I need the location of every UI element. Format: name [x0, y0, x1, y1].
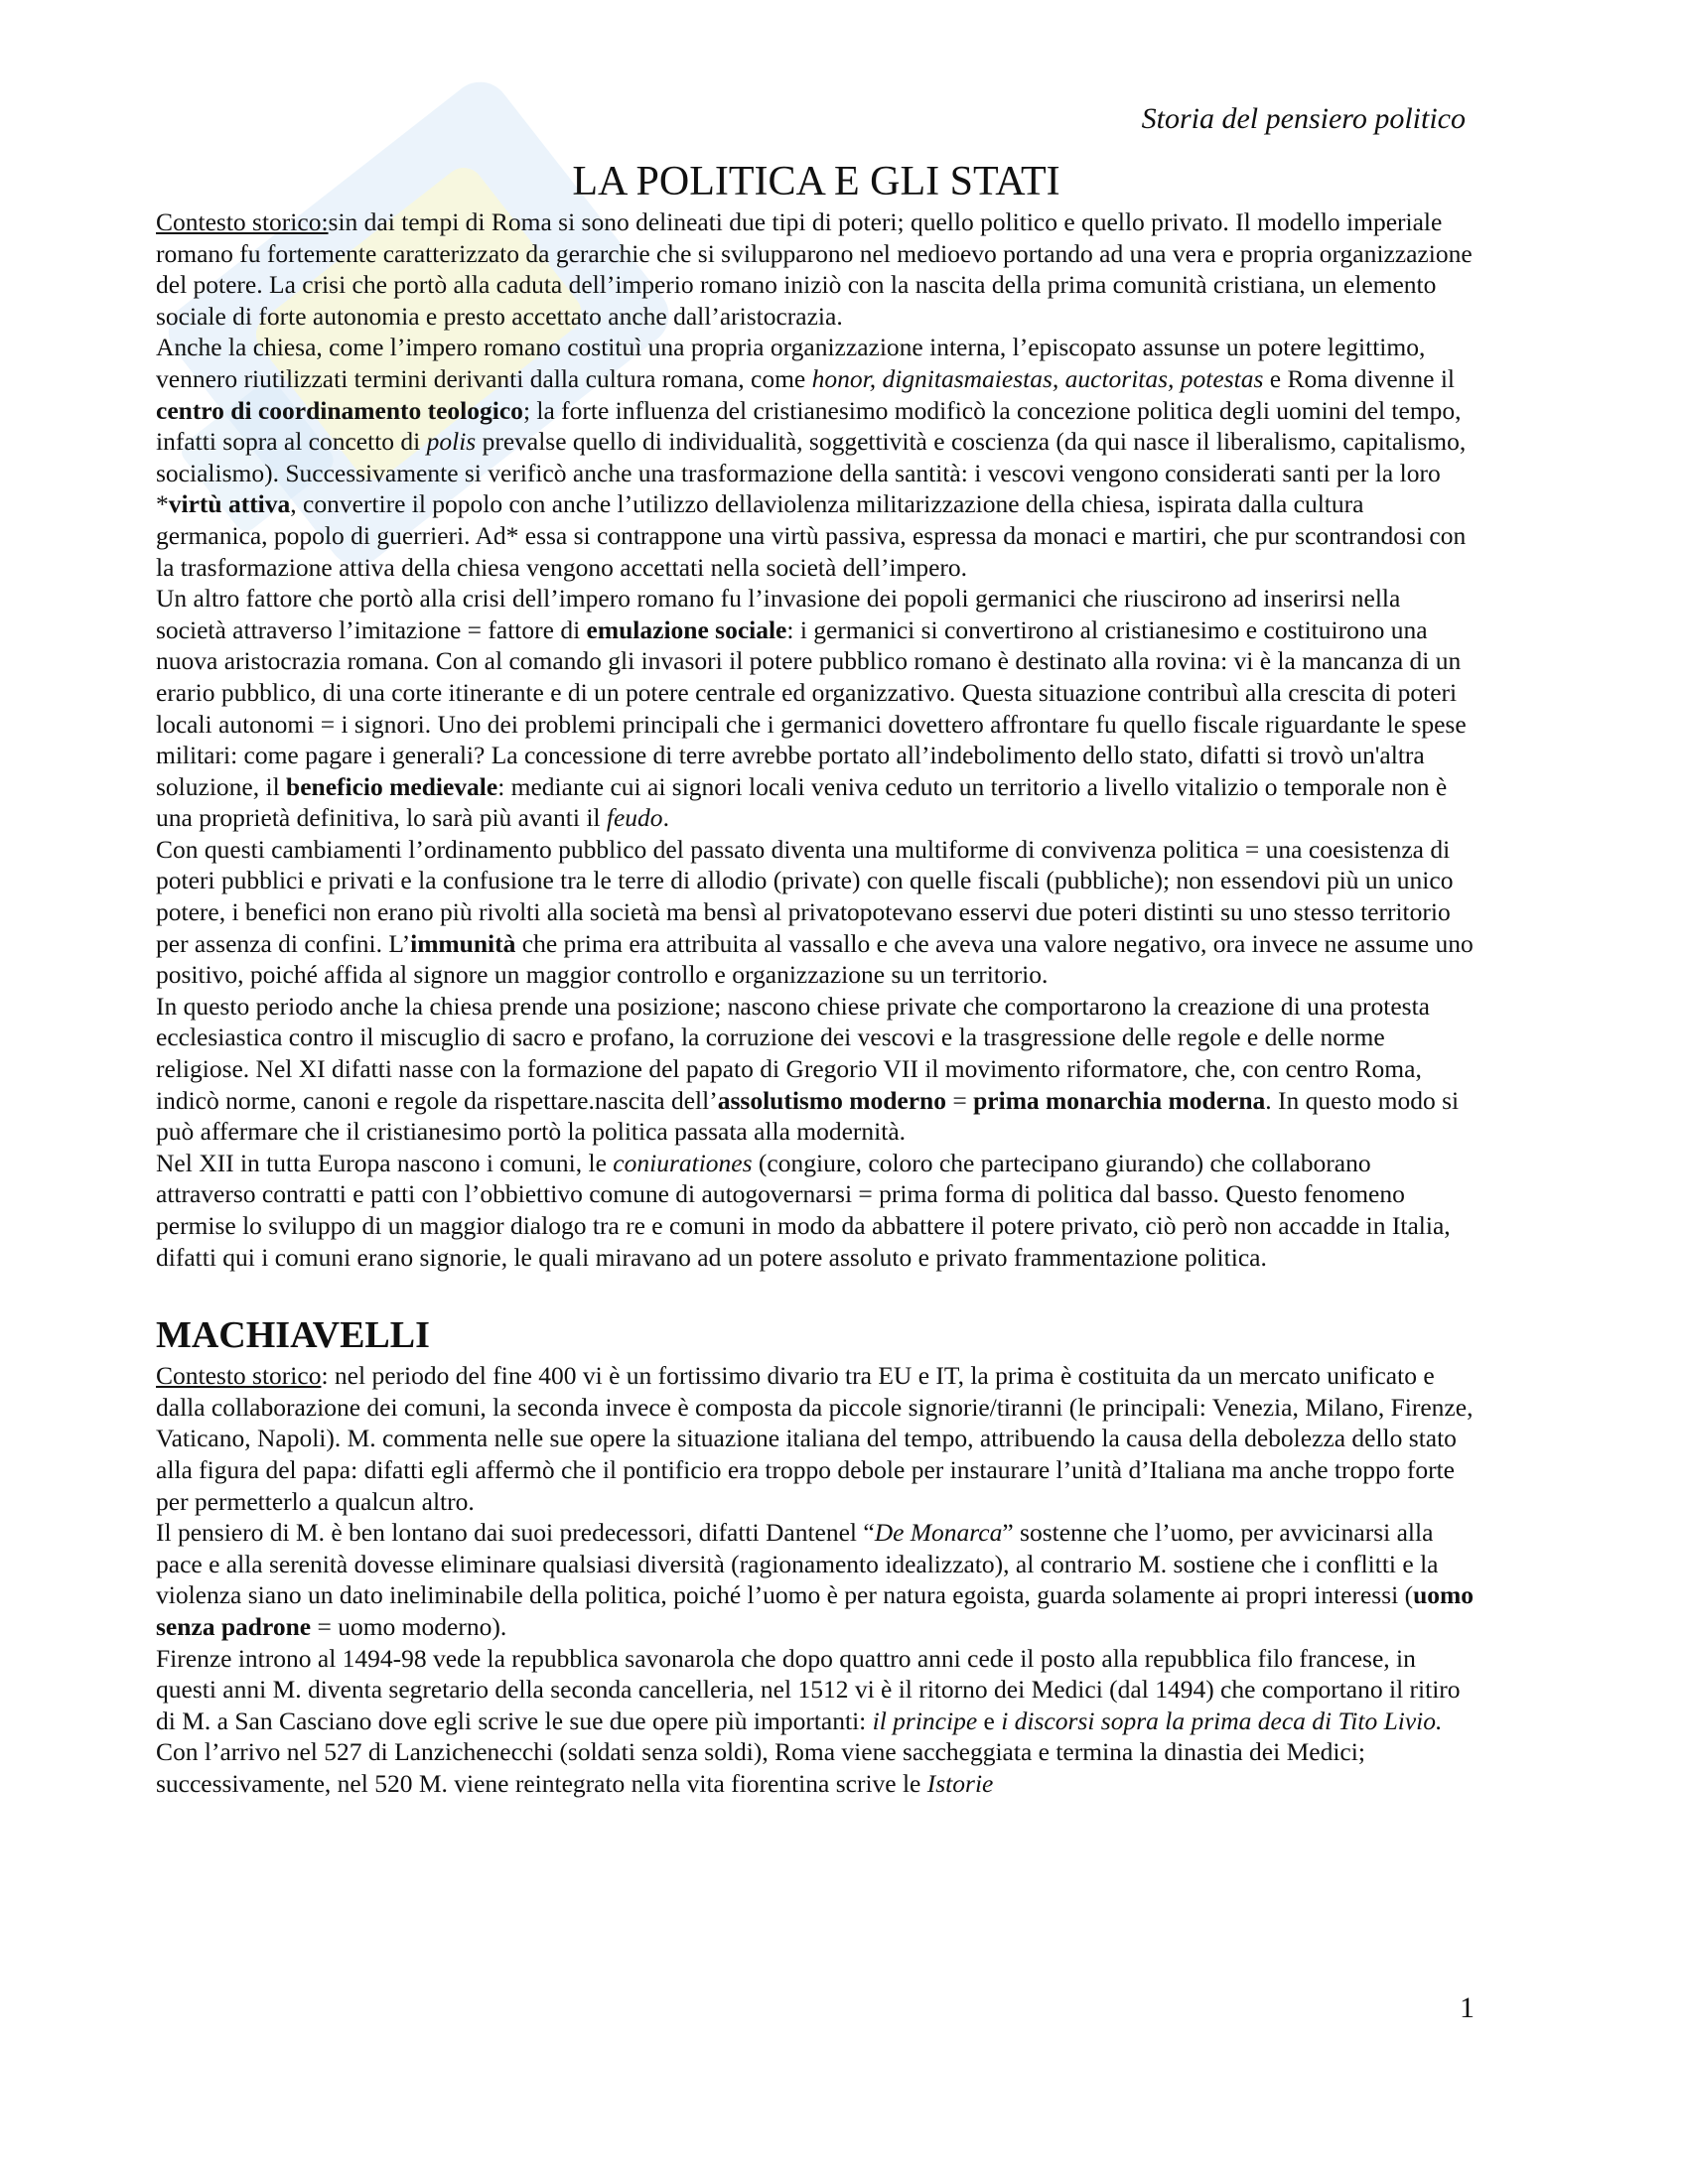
context-label: Contesto storico: [156, 207, 329, 236]
paragraph-germanic: Un altro fattore che portò alla crisi dell’impero romano fu l’invasione dei popoli germanici che riuscirono ad inserirsi nella società attraverso l’imitazione = fattore di emulazione sociale: i germanici si convertirono al cristianesimo e costituirono una nuova aristocrazia romana. Con al comando gli invasori il potere pubblico romano è destinato alla rovina: vi è la mancanza di un erario pubblico, di una corte itinerante e di un potere centrale ed organizzativo. Questa situazione contribuì alla crescita di poteri locali autonomi = i signori. Uno dei problemi principali che i germanici dovettero affrontare fu quello fiscale riguardante le spese militari: come pagare i generali? La concessione di terre avrebbe portato all’indebolimento dello stato, difatti si trovò un'altra soluzione, il beneficio medievale: mediante cui ai signori locali veniva ceduto un territorio a livello vitalizio o temporale non è una proprietà definitiva, lo sarà più avanti il feudo. [156, 584, 1467, 833]
paragraph-machiavelli-context: Contesto storico: nel periodo del fine 400 vi è un fortissimo divario tra EU e IT, la prima è costituita da un mercato unificato e dalla collaborazione dei comuni, la seconda invece è composta da piccole signorie/tiranni (le principali: Venezia, Milano, Firenze, Vaticano, Napoli). M. commenta nelle sue opere la situazione italiana del tempo, attribuendo la causa della debolezza dello stato alla figura del papa: difatti egli affermò che il pontificio era troppo debole per instaurare l’unità d’Italiana ma anche troppo forte per permetterlo a qualcun altro. [156, 1361, 1474, 1516]
section-title-machiavelli: MACHIAVELLI [156, 1314, 430, 1357]
document-title: LA POLITICA E GLI STATI [572, 159, 1060, 205]
paragraph-context: Contesto storico:sin dai tempi di Roma si sono delineati due tipi di poteri; quello politico e quello privato. Il modello imperiale romano fu fortemente caratterizzato da gerarchie che si svilupparono nel medioevo portando ad una vera e propria organizzazione del potere. La crisi che portò alla caduta dell’imperio romano iniziò con la nascita della prima comunità cristiana, un elemento sociale di forte autonomia e presto accettato anche dall’aristocrazia. [156, 207, 1473, 331]
context-label: Contesto storico [156, 1361, 322, 1391]
page-number: 1 [1460, 1991, 1475, 2024]
paragraph-machiavelli-thought: Il pensiero di M. è ben lontano dai suoi predecessori, difatti Dantenel “De Monarca” sostenne che l’uomo, per avvicinarsi alla pace e alla serenità dovesse eliminare qualsiasi diversità (ragionamento idealizzato), al contrario M. sostiene che i conflitti e la violenza siano un dato ineliminabile della politica, poiché l’uomo è per natura egoista, guarda solamente ai propri interessi (uomo senza padrone = uomo moderno). [156, 1518, 1475, 1641]
paragraph-comuni: Nel XII in tutta Europa nascono i comuni, le coniurationes (congiure, coloro che partecipano giurando) che collaborano attraverso contratti e patti con l’obbiettivo comune di autogovernarsi = prima forma di politica dal basso. Questo fenomeno permise lo sviluppo di un maggior dialogo tra re e comuni in modo da abbattere il potere privato, ciò però non accadde in Italia, difatti qui i comuni erano signorie, le quali miravano ad un potere assoluto e privato frammentazione politica. [156, 1148, 1451, 1272]
document-body [156, 155, 1477, 1800]
paragraph-public-order: Con questi cambiamenti l’ordinamento pubblico del passato diventa una multiforme di convivenza politica = una coesistenza di poteri pubblici e privati e la confusione tra le terre di allodio (private) con quelle fiscali (pubbliche); non essendovi più un unico potere, i benefici non erano più rivolti alla società ma bensì al privatopotevano esservi due poteri distinti su uno stesso territorio per assenza di confini. L’immunità che prima era attribuita al vassallo e che aveva una valore negativo, ora invece ne assume uno positivo, poiché affida al signore un maggior controllo e organizzazione su un territorio. [156, 834, 1474, 990]
paragraph-church-reform: In questo periodo anche la chiesa prende una posizione; nascono chiese private che comportarono la creazione di una protesta ecclesiastica contro il miscuglio di sacro e profano, la corruzione dei vescovi e la trasgressione delle regole e delle norme religiose. Nel XI difatti nasse con la formazione del papato di Gregorio VII il movimento riformatore, che, con centro Roma, indicò norme, canoni e regole da rispettare.nascita dell’assolutismo moderno = prima monarchia moderna. In questo modo si può affermare che il cristianesimo portò la politica passata alla modernità. [156, 991, 1460, 1147]
paragraph-florence: Firenze introno al 1494-98 vede la repubblica savonarola che dopo quattro anni cede il posto alla repubblica filo francese, in questi anni M. diventa segretario della seconda cancelleria, nel 1512 vi è il ritorno dei Medici (dal 1494) che comportano il ritiro di M. a San Casciano dove egli scrive le sue due opere più importanti: il principe e i discorsi sopra la prima deca di Tito Livio. Con l’arrivo nel 527 di Lanzichenecchi (soldati senza soldi), Roma viene saccheggiata e termina la dinastia dei Medici; successivamente, nel 520 M. viene reintegrato nella vita fiorentina scrive le Istorie [156, 1643, 1461, 1798]
paragraph-church: Anche la chiesa, come l’impero romano costituì una propria organizzazione interna, l’episcopato assunse un potere legittimo, vennero riutilizzati termini derivanti dalla cultura romana, come honor, dignitasmaiestas, auctoritas, potestas e Roma divenne il centro di coordinamento teologico; la forte influenza del cristianesimo modificò la concezione politica degli uomini del tempo, infatti sopra al concetto di polis prevalse quello di individualità, soggettività e coscienza (da qui nasce il liberalismo, capitalismo, socialismo). Successivamente si verificò anche una trasformazione della santità: i vescovi vengono considerati santi per la loro *virtù attiva, convertire il popolo con anche l’utilizzo dellaviolenza militarizzazione della chiesa, ispirata dalla cultura germanica, popolo di guerrieri. Ad* essa si contrappone una virtù passiva, espressa da monaci e martiri, che pur scontrandosi con la trasformazione attiva della chiesa vengono accettati nella società dell’impero. [156, 333, 1467, 582]
page-header: Storia del pensiero politico [1141, 102, 1466, 135]
